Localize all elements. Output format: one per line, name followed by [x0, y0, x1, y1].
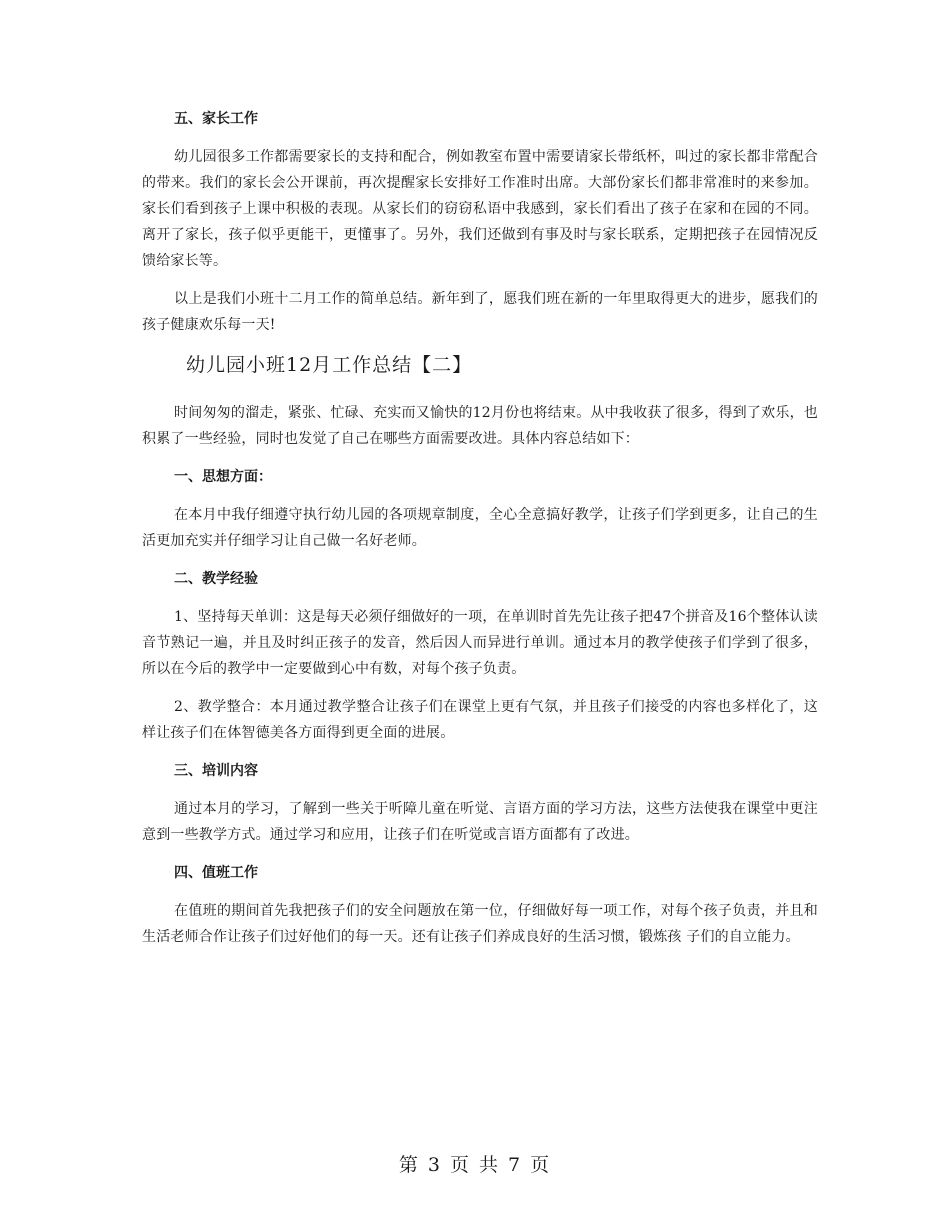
paragraph-duty: 在值班的期间首先我把孩子们的安全问题放在第一位，仔细做好每一项工作，对每个孩子负责，并且和生活老师合作让孩子们过好他们的每一天。还有让孩子们养成良好的生活习惯，锻炼孩 子们的自立能力。	[142, 903, 818, 945]
paragraph-thinking: 在本月中我仔细遵守执行幼儿园的各项规章制度，全心全意搞好教学，让孩子们学到更多，让自己的生活更加充实并仔细学习让自己做一名好老师。	[142, 507, 818, 549]
paragraph-parent-work: 幼儿园很多工作都需要家长的支持和配合，例如教室布置中需要请家长带纸杯，叫过的家长都非常配合的带来。我们的家长会公开课前，再次提醒家长安排好工作准时出席。大部份家长们都非常准时的来参加。家长们看到孩子上课中积极的表现。从家长们的窃窃私语中我感到，家长们看出了孩子在家和在园的不同。离开了家长，孩子似乎更能干，更懂事了。另外，我们还做到有事及时与家长联系，定期把孩子在园情况反馈给家长等。	[142, 149, 818, 269]
section-heading-training: 三、培训内容	[174, 763, 258, 779]
paragraph-teaching-1: 1、坚持每天单训：这是每天必须仔细做好的一项，在单训时首先先让孩子把47个拼音及16个整体认读音节熟记一遍，并且及时纠正孩子的发音，然后因人而异进行单训。通过本月的教学使孩子们学到了很多，所以在今后的教学中一定要做到心中有数，对每个孩子负责。	[142, 609, 818, 677]
page-number-footer: 第 3 页 共 7 页	[398, 1154, 552, 1176]
paragraph-teaching-2: 2、教学整合：本月通过教学整合让孩子们在课堂上更有气氛，并且孩子们接受的内容也多样化了，这样让孩子们在体智德美各方面得到更全面的进展。	[142, 699, 818, 741]
paragraph-summary-closing: 以上是我们小班十二月工作的简单总结。新年到了，愿我们班在新的一年里取得更大的进步，愿我们的孩子健康欢乐每一天!	[142, 291, 818, 333]
document-title-part-two: 幼儿园小班12月工作总结【二】	[186, 354, 473, 376]
section-heading-duty: 四、值班工作	[174, 865, 258, 881]
section-heading-parent-work: 五、家长工作	[174, 111, 258, 127]
paragraph-training: 通过本月的学习，了解到一些关于听障儿童在听觉、言语方面的学习方法，这些方法使我在课堂中更注意到一些教学方式。通过学习和应用，让孩子们在听觉或言语方面都有了改进。	[142, 801, 818, 843]
paragraph-intro: 时间匆匆的溜走，紧张、忙碌、充实而又愉快的12月份也将结束。从中我收获了很多，得到了欢乐，也积累了一些经验，同时也发觉了自己在哪些方面需要改进。具体内容总结如下：	[142, 405, 818, 447]
document-body	[142, 106, 818, 962]
section-heading-teaching: 二、教学经验	[174, 571, 258, 587]
section-heading-thinking: 一、思想方面：	[174, 469, 272, 485]
